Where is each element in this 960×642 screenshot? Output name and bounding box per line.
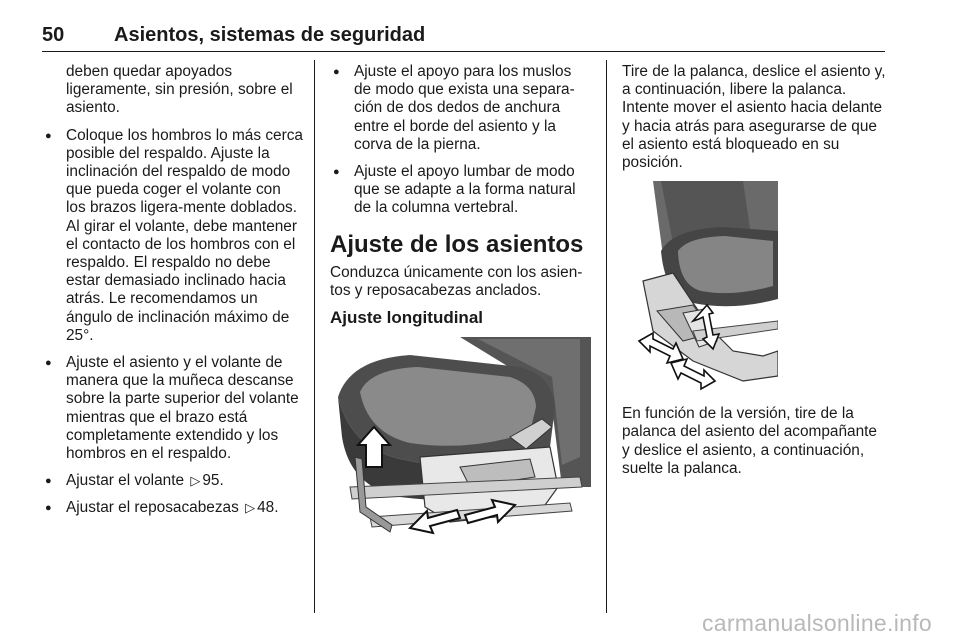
- list-item: ● Ajuste el apoyo lumbar de modo que se adapte a la forma natural de la columna vertebral.: [330, 163, 592, 218]
- bullet-list: [330, 63, 592, 218]
- seat-longitudinal-adjustment-illustration: [330, 337, 591, 542]
- continuation-text: deben quedar apoyados ligeramente, sin presión, sobre el asiento.: [66, 63, 293, 117]
- seat-lever-adjustment-illustration: [633, 181, 778, 391]
- list-item: ● Coloque los hombros lo más cerca posible del respaldo. Ajuste la inclinación del respaldo de modo que pueda coger el volante con los brazos ligera-mente doblados. Al girar el volante, debe mantener el contacto de los hombros con el respaldo. El respaldo no debe estar demasiado inclinado hacia atrás. Le recomendamos un ángulo de inclinación máximo de 25°.: [42, 127, 304, 345]
- page-reference[interactable]: 95.: [202, 472, 224, 490]
- page-reference[interactable]: 48.: [257, 499, 279, 517]
- page-reference-arrow-icon[interactable]: ▷: [190, 473, 201, 489]
- list-item: ● Ajuste el apoyo para los muslos de modo que exista una separa-ción de dos dedos de anchura entre el borde del asiento y la corva de la pierna.: [330, 63, 592, 154]
- list-item: [42, 472, 304, 490]
- section-text: Conduzca únicamente con los asien-tos y reposacabezas anclados.: [330, 263, 583, 299]
- page-header: [0, 0, 960, 52]
- list-item: ● Ajuste el asiento y el volante de manera que la muñeca descanse sobre la parte superior del volante mientras que el brazo está completamente extendido y los hombros en el respaldo.: [42, 354, 304, 463]
- column-3: [622, 63, 888, 487]
- page-reference-arrow-icon[interactable]: ▷: [245, 500, 256, 516]
- page-title: Asientos, sistemas de seguridad: [114, 24, 426, 46]
- header-rule: [42, 51, 885, 52]
- column-1: [42, 63, 304, 527]
- column-divider-1: [314, 60, 315, 613]
- paragraph: Tire de la palanca, deslice el asiento y, a continuación, libere la palanca. Intente mover el asiento hacia delante y hacia atrás para asegurarse de que el asiento está bloqueado en su posición.: [622, 63, 886, 172]
- page-number: 50: [42, 24, 65, 46]
- list-item: [42, 499, 304, 517]
- list-item-text: Ajustar el reposacabezas: [66, 499, 239, 517]
- bullet-list: [42, 127, 304, 518]
- column-2: [330, 63, 592, 542]
- section-heading: Ajuste de los asientos: [330, 230, 584, 258]
- watermark: carmanualsonline.info: [701, 610, 932, 636]
- subheading: Ajuste longitudinal: [330, 308, 483, 328]
- list-item-text: Ajustar el volante: [66, 472, 185, 490]
- paragraph: En función de la versión, tire de la palanca del asiento del acompañante y deslice el asiento, a continuación, suelte la palanca.: [622, 405, 877, 477]
- column-divider-2: [606, 60, 607, 613]
